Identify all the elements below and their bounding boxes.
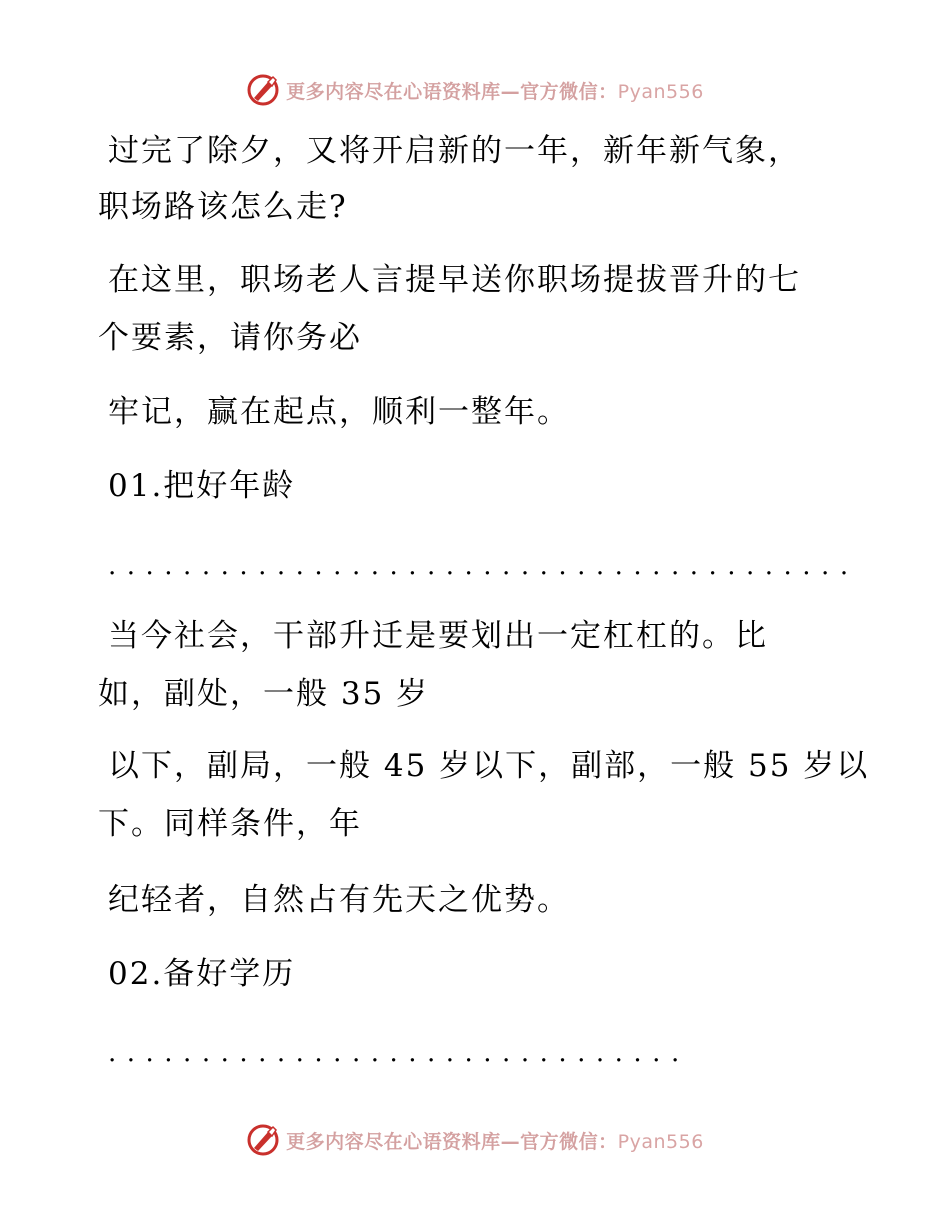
paragraph-line: 职场路该怎么走?: [98, 189, 348, 225]
dotted-divider: ...............................: [108, 1038, 690, 1068]
banner-text: 更多内容尽在心语资料库—官方微信：Pyan556: [286, 1130, 704, 1153]
wechat-id: Pyan556: [617, 80, 704, 103]
section-heading: 02.备好学历: [108, 956, 296, 992]
paragraph-line: 过完了除夕，又将开启新的一年，新年新气象，: [108, 133, 801, 169]
paragraph-line: 下。同样条件，年: [98, 806, 362, 842]
header-banner: [0, 70, 950, 110]
dotted-divider: ........................................: [108, 551, 859, 581]
section-heading: 01.把好年龄: [108, 468, 296, 504]
paragraph-line: 如，副处，一般 35 岁: [98, 676, 430, 712]
paragraph-line: 个要素，请你务必: [98, 320, 362, 356]
paragraph-line: 以下，副局，一般 45 岁以下，副部，一般 55 岁以: [108, 748, 870, 784]
paragraph-line: 当今社会，干部升迁是要划出一定杠杠的。比: [108, 618, 768, 654]
pen-logo-icon: [246, 1123, 280, 1157]
paragraph-line: 在这里，职场老人言提早送你职场提拔晋升的七: [108, 262, 801, 298]
paragraph-line: 纪轻者，自然占有先天之优势。: [108, 882, 570, 918]
pen-logo-icon: [246, 73, 280, 107]
footer-banner: [0, 1120, 950, 1160]
banner-text: 更多内容尽在心语资料库—官方微信：Pyan556: [286, 80, 704, 103]
wechat-id: Pyan556: [617, 1130, 704, 1153]
paragraph-line: 牢记，赢在起点，顺利一整年。: [108, 394, 570, 430]
